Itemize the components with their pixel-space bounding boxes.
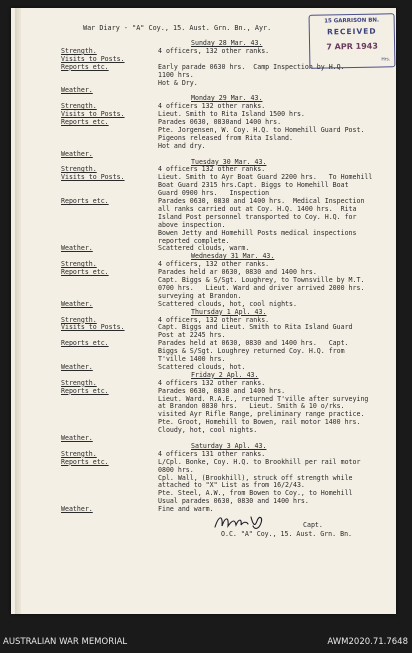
diary-date: Wednesday 31 Mar. 43. (191, 252, 275, 261)
diary-row (11, 474, 396, 482)
diary-row (11, 55, 396, 63)
diary-date-row (11, 158, 396, 166)
diary-entry-text: Cpl. Wall, (Brookhill), struck off strength while (158, 473, 353, 482)
diary-section-label: Strength. (61, 449, 97, 458)
diary-row (11, 284, 396, 292)
signature-block-line (11, 530, 396, 538)
diary-row (11, 79, 396, 87)
diary-entry-text: 4 officers, 132 other ranks. (158, 46, 270, 55)
diary-entry-text: 0700 hrs. Lieut. Ward and driver arrived 2000 hrs. (158, 283, 365, 292)
diary-row (11, 300, 396, 308)
diary-section-label: Strength. (61, 46, 97, 55)
diary-section-label: Visits to Posts. (61, 173, 125, 182)
diary-entry-text: Pte. Jorgensen, W. Coy. H.Q. to Homehill Guard Post. (158, 125, 365, 134)
diary-entry-text: 0800 hrs. (158, 465, 194, 474)
diary-date: Saturday 3 Apl. 43. (191, 441, 267, 450)
diary-entry-text: visited Ayr Rifle Range, preliminary range practice. (158, 410, 365, 419)
diary-entry-text: Pigeons released from Rita Island. (158, 133, 293, 142)
diary-entry-text: surveying at Brandon. (158, 291, 242, 300)
diary-date-row (11, 94, 396, 102)
diary-section-label: Visits to Posts. (61, 323, 125, 332)
diary-entry-text: Bowen Jetty and Homehill Posts medical inspections (158, 228, 357, 237)
diary-entry-text: Early parade 0630 hrs. Camp Inspection by H.Q. (158, 62, 345, 71)
diary-date: Sunday 28 Mar. 43. (191, 39, 263, 47)
diary-section-label: Visits to Posts. (61, 54, 125, 63)
diary-date-row (11, 39, 396, 47)
diary-row (11, 481, 396, 489)
diary-entry-text: Scattered clouds, hot. (158, 362, 246, 371)
diary-row (11, 347, 396, 355)
diary-row (11, 450, 396, 458)
signature-rank-line (11, 521, 396, 529)
diary-entry-text: 4 officers 132 other ranks. (158, 165, 266, 174)
diary-entry-text: Island Post personnel transported to Coy. H.Q. for (158, 212, 357, 221)
diary-entry-text: Pte. Steel, A.W., from Bowen to Coy., to Homehill (158, 489, 353, 498)
diary-date: Monday 29 Mar. 43. (191, 94, 263, 103)
diary-section-label: Strength. (61, 315, 97, 324)
diary-row (11, 497, 396, 505)
diary-row (11, 134, 396, 142)
diary-row (11, 489, 396, 497)
diary-row (11, 86, 396, 94)
diary-section-label: Weather. (61, 505, 93, 514)
diary-row (11, 418, 396, 426)
diary-row (11, 410, 396, 418)
diary-row (11, 63, 396, 71)
diary-row (11, 165, 396, 173)
diary-section-label: Reports etc. (61, 268, 109, 277)
diary-row (11, 395, 396, 403)
diary-section-label: Reports etc. (61, 62, 109, 71)
diary-entry-text: Parades 0630, 0830 and 1400 hrs. (158, 386, 286, 395)
diary-entry-text: all ranks carried out at Coy. H.Q. 1400 hrs. Rita (158, 204, 357, 213)
signature-rank: Capt. (303, 521, 323, 529)
diary-section-label: Reports etc. (61, 118, 109, 126)
diary-section-label: Weather. (61, 362, 93, 371)
diary-section-label: Reports etc. (61, 339, 109, 348)
diary-entry-text: Pte. Groot, Homehill to Bowen, rail motor 1400 hrs. (158, 418, 361, 427)
document-title: War Diary - "A" Coy., 15. Aust. Grn. Bn., Ayr. (83, 24, 272, 32)
diary-row (11, 466, 396, 474)
diary-row (11, 331, 396, 339)
diary-date: Tuesday 30 Mar. 43. (191, 157, 267, 166)
diary-entry-text: 4 officers 132 other ranks. (158, 102, 266, 111)
diary-row (11, 102, 396, 110)
diary-row (11, 505, 396, 513)
diary-section-label: Strength. (61, 260, 97, 269)
diary-row (11, 276, 396, 284)
diary-date-row (11, 442, 396, 450)
diary-row (11, 268, 396, 276)
stamp-received: RECEIVED (327, 26, 377, 37)
diary-entry-text: Parades held ar 0630, 0830 and 1400 hrs. (158, 268, 317, 277)
diary-date: Friday 2 Apl. 43. (191, 370, 259, 379)
diary-entry-text: Biggs & S/Sgt. Loughrey returned Coy. H.Q. from (158, 347, 345, 356)
diary-section-label: Visits to Posts. (61, 110, 125, 119)
diary-entry-text: Cloudy, hot, cool nights. (158, 426, 258, 435)
diary-entry-text: Usual parades 0630, 0830 and 1400 hrs. (158, 497, 309, 506)
diary-entry-text: 4 officers, 132 other ranks. (158, 260, 270, 269)
diary-section-label: Weather. (61, 299, 93, 308)
diary-entry-text: Hot and dry. (158, 141, 206, 150)
diary-entry-text: Post at 2245 hrs. (158, 331, 226, 340)
diary-row (11, 142, 396, 150)
diary-row (11, 213, 396, 221)
diary-row (11, 118, 396, 126)
diary-row (11, 434, 396, 442)
diary-row (11, 71, 396, 79)
diary-row (11, 229, 396, 237)
diary-row (11, 181, 396, 189)
diary-entry-text: Parades held at 0630, 0830 and 1400 hrs. Capt. (158, 339, 349, 348)
diary-row (11, 387, 396, 395)
diary-entry-text: 4 officers 131 other ranks. (158, 449, 266, 458)
diary-row (11, 110, 396, 118)
diary-entry-text: Scattered clouds, hot, cool nights. (158, 299, 297, 308)
stamp-hrs: Hrs. (381, 57, 391, 63)
diary-entry-text: Lieut. Smith to Rita Island 1500 hrs. (158, 110, 305, 119)
diary-entry-text: reported complete. (158, 236, 230, 245)
diary-row (11, 379, 396, 387)
diary-row (11, 221, 396, 229)
diary-row (11, 355, 396, 363)
diary-row (11, 197, 396, 205)
diary-row (11, 363, 396, 371)
diary-entry-text: 1100 hrs. (158, 70, 194, 79)
diary-entry-text: above inspection. (158, 220, 226, 229)
diary-row (11, 47, 396, 55)
diary-entry-text: 4 officers 132 other ranks. (158, 378, 266, 387)
diary-row (11, 323, 396, 331)
diary-section-label: Reports etc. (61, 386, 109, 395)
diary-row (11, 402, 396, 410)
diary-entry-text: Boat Guard 2315 hrs.Capt. Biggs to Homehill Boat (158, 181, 349, 190)
footer-institution: AUSTRALIAN WAR MEMORIAL (3, 637, 128, 647)
diary-row (11, 316, 396, 324)
diary-entry-text: Capt. Biggs and Lieut. Smith to Rita Island Guard (158, 323, 353, 332)
diary-entry-text: L/Cpl. Bonke, Coy. H.Q. to Brookhill per rail motor (158, 457, 361, 466)
diary-date-row (11, 252, 396, 260)
diary-entry-text: Capt. Biggs & S/Sgt. Loughrey, to Townsville by M.T. (158, 276, 365, 284)
diary-row (11, 244, 396, 252)
diary-section-label: Weather. (61, 149, 93, 158)
diary-row (11, 426, 396, 434)
diary-row (11, 260, 396, 268)
diary-row (11, 189, 396, 197)
diary-date: Thursday 1 Apl. 43. (191, 307, 267, 316)
diary-date-row (11, 371, 396, 379)
diary-entry-text: attached to "X" List as from 16/2/43. (158, 481, 305, 490)
diary-entry-text: Guard 0900 hrs. Inspection (158, 189, 270, 198)
diary-entry-text: Scattered clouds, warm. (158, 244, 250, 253)
diary-entry-text: T'ville 1400 hrs. (158, 355, 226, 363)
diary-section-label: Reports etc. (61, 197, 109, 205)
diary-section-label: Weather. (61, 86, 93, 95)
diary-date-row (11, 308, 396, 316)
stamp-date: 7 APR 1943 (326, 41, 378, 52)
diary-row (11, 292, 396, 300)
diary-row (11, 205, 396, 213)
archive-footer (0, 636, 412, 653)
diary-section-label: Weather. (61, 434, 93, 442)
diary-row (11, 126, 396, 134)
diary-entry-text: Parades 0630, 0830and 1400 hrs. (158, 118, 282, 126)
diary-entry-text: 4 officers, 132 other ranks. (158, 315, 270, 324)
diary-entry-text: Lieut. Smith to Ayr Boat Guard 2200 hrs. To Homehill (158, 173, 373, 182)
stamp-unit: 15 GARRISON BN. (324, 17, 380, 25)
diary-row (11, 458, 396, 466)
diary-entry-text: Hot & Dry. (158, 78, 198, 87)
diary-row (11, 237, 396, 245)
diary-section-label: Strength. (61, 102, 97, 111)
diary-section-label: Weather. (61, 244, 93, 253)
signature-block: O.C. "A" Coy., 15. Aust. Grn. Bn. (221, 530, 353, 538)
diary-row (11, 173, 396, 181)
diary-section-label: Strength. (61, 378, 97, 387)
diary-row (11, 339, 396, 347)
diary-row (11, 150, 396, 158)
diary-section-label: Reports etc. (61, 457, 109, 466)
diary-entry-text: Lieut. Ward. R.A.E., returned T'ville after surveying (158, 394, 369, 403)
diary-entry-text: at Brandon 0830 hrs. Lieut. Smith & 10 o/rks. (158, 402, 345, 411)
document-page (11, 8, 396, 614)
diary-entry-text: Parades 0630, 0830 and 1400 hrs. Medical Inspection (158, 197, 365, 205)
diary-section-label: Strength. (61, 165, 97, 174)
diary-entry-text: Fine and warm. (158, 505, 214, 514)
footer-accession-number: AWM2020.71.7648 (327, 637, 408, 647)
